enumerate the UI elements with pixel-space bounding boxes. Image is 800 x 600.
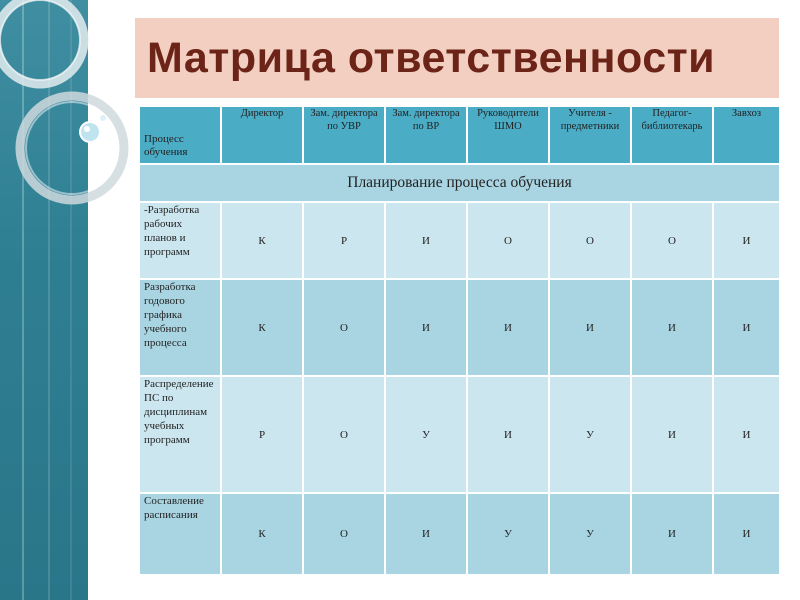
cell-value: К [221,202,303,279]
cell-value: И [713,493,780,575]
ring-bubbles-decor [0,0,135,260]
cell-value: И [385,493,467,575]
cell-value: И [631,279,713,376]
header-director: Директор [221,106,303,164]
row-label: Составление расписания [139,493,221,575]
table-row [139,376,780,493]
row-label: Разработка годового графика учебного процесса [139,279,221,376]
header-teachers: Учителя - предметники [549,106,631,164]
cell-value: О [303,279,385,376]
header-deputy-vr: Зам. директора по ВР [385,106,467,164]
cell-value: И [385,279,467,376]
section-row [139,164,780,202]
cell-value: И [631,376,713,493]
header-row [139,106,780,164]
title-banner [135,18,779,98]
cell-value: К [221,279,303,376]
table-row [139,493,780,575]
cell-value: О [549,202,631,279]
cell-value: И [385,202,467,279]
table-row [139,202,780,279]
cell-value: О [467,202,549,279]
cell-value: И [467,376,549,493]
cell-value: И [631,493,713,575]
header-process: Процесс обучения [139,106,221,164]
cell-value: О [303,493,385,575]
header-librarian: Педагог-библиотекарь [631,106,713,164]
cell-value: У [385,376,467,493]
cell-value: У [467,493,549,575]
cell-value: И [713,202,780,279]
cell-value: О [631,202,713,279]
cell-value: Р [221,376,303,493]
row-label: Распределение ПС по дисциплинам учебных программ [139,376,221,493]
header-deputy-uvr: Зам. директора по УВР [303,106,385,164]
cell-value: У [549,493,631,575]
cell-value: И [549,279,631,376]
slide-title: Матрица ответственности [147,33,716,82]
cell-value: О [303,376,385,493]
row-label: -Разработка рабочих планов и программ [139,202,221,279]
header-shmo-heads: Руководители ШМО [467,106,549,164]
table-row [139,279,780,376]
cell-value: И [467,279,549,376]
cell-value: И [713,376,780,493]
cell-value: К [221,493,303,575]
responsibility-matrix-table [138,105,781,576]
cell-value: Р [303,202,385,279]
header-caretaker: Завхоз [713,106,780,164]
cell-value: И [713,279,780,376]
cell-value: У [549,376,631,493]
section-title: Планирование процесса обучения [139,164,780,202]
